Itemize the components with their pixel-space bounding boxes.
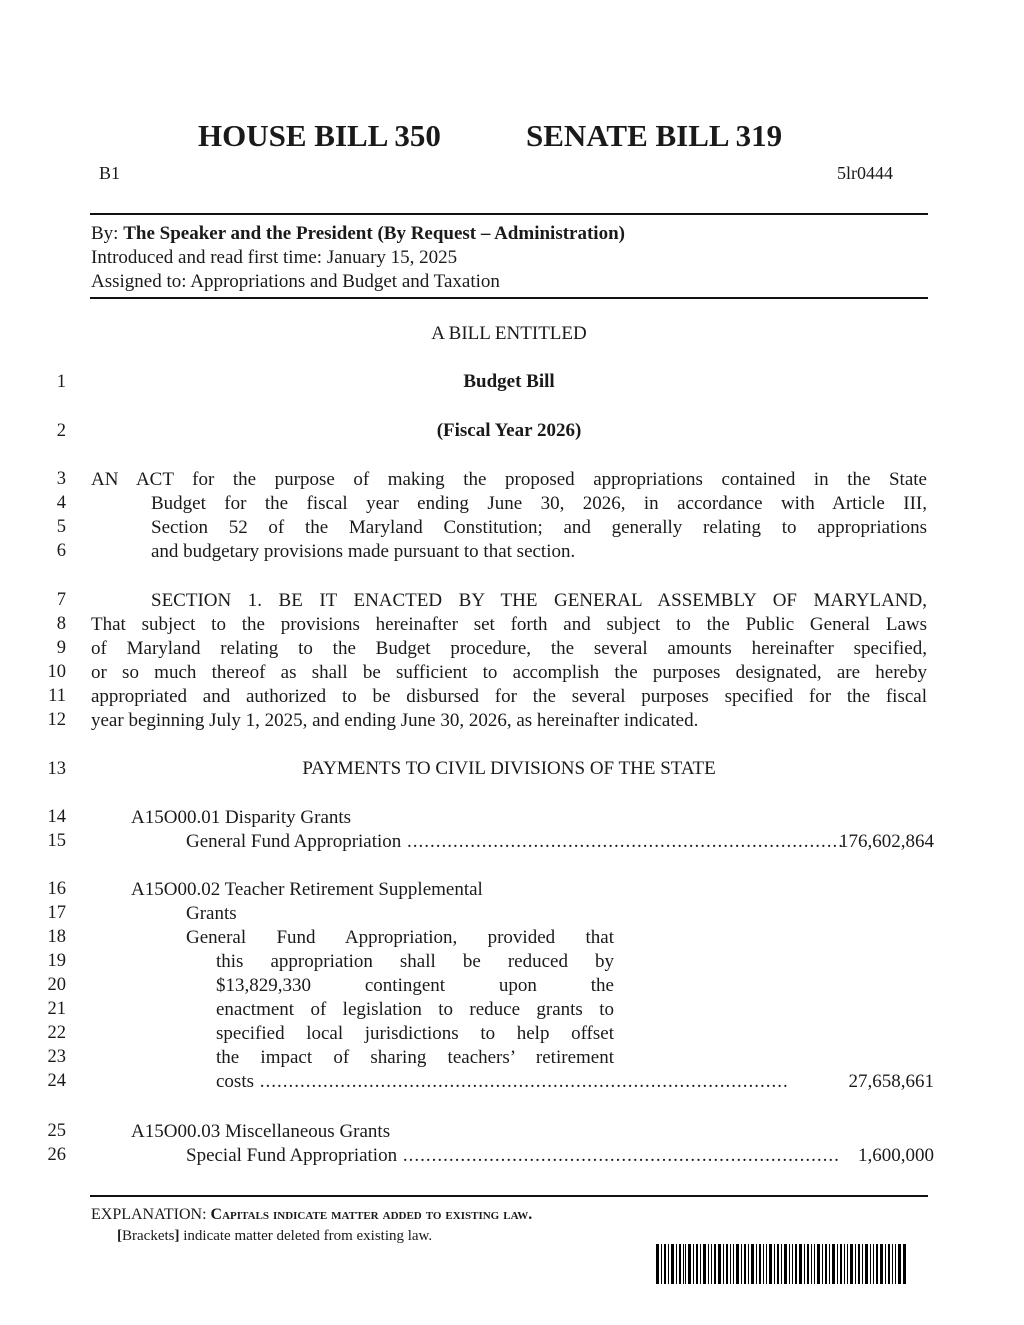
sponsor-name: The Speaker and the President (By Request – Administration) <box>123 223 625 244</box>
bill-entitled-heading: A BILL ENTITLED <box>431 323 587 344</box>
paragraph-line: year beginning July 1, 2025, and ending June 30, 2026, as hereinafter indicated. <box>91 710 699 731</box>
bill-code-right: 5lr0444 <box>837 163 893 183</box>
line-number: 21 <box>47 999 66 1019</box>
line-number: 19 <box>47 951 66 971</box>
fund-label: General Fund Appropriation <box>186 831 402 852</box>
fiscal-year-subtitle: (Fiscal Year 2026) <box>436 420 582 441</box>
line-number: 20 <box>47 975 66 995</box>
bill-code-left: B1 <box>99 163 121 183</box>
appropriation-amount: 176,602,864 <box>839 831 934 852</box>
proviso-end: costs <box>216 1071 254 1092</box>
proviso-line: the impact of sharing teachers’ retirement <box>216 1047 614 1068</box>
house-bill-number: HOUSE BILL 350 <box>198 118 441 153</box>
footer-rule <box>90 1195 928 1197</box>
line-number: 22 <box>47 1023 66 1043</box>
proviso-line: specified local jurisdictions to help offset <box>216 1023 614 1044</box>
budget-item-title-cont: Grants <box>186 903 237 924</box>
introduced-line: Introduced and read first time: January 15, 2025 <box>91 247 458 268</box>
line-number: 2 <box>56 421 66 441</box>
dot-leader: ............................................................................ <box>397 1145 840 1166</box>
line-number: 24 <box>47 1071 66 1091</box>
proviso-last-line <box>186 1070 789 1094</box>
line-number: 3 <box>56 469 66 489</box>
header-rule-bottom <box>90 297 928 299</box>
bill-name: Budget Bill <box>463 371 555 392</box>
paragraph-line: Section 52 of the Maryland Constitution; and generally relating to appropriations <box>151 517 927 538</box>
line-number: 14 <box>47 807 66 827</box>
line-number: 8 <box>56 614 66 634</box>
by-label: By: <box>91 223 119 244</box>
explanation-line <box>91 1206 532 1224</box>
section-one-paragraph <box>91 589 927 733</box>
line-number: 5 <box>56 517 66 537</box>
paragraph-line: That subject to the provisions hereinafter set forth and subject to the Public General Laws <box>91 614 927 635</box>
budget-item-title: A15O00.01 Disparity Grants <box>131 807 352 828</box>
line-number: 1 <box>56 372 66 392</box>
payments-heading: PAYMENTS TO CIVIL DIVISIONS OF THE STATE <box>302 758 716 779</box>
budget-item-title: A15O00.02 Teacher Retirement Supplemental <box>131 879 483 900</box>
appropriation-label-row <box>186 1144 840 1168</box>
line-number: 10 <box>47 662 66 682</box>
fund-label: Special Fund Appropriation <box>186 1145 398 1166</box>
proviso-line: $13,829,330 contingent upon the <box>216 975 614 996</box>
appropriation-label-row <box>186 830 845 854</box>
line-number: 12 <box>47 710 66 730</box>
line-number: 26 <box>47 1145 66 1165</box>
line-number: 25 <box>47 1121 66 1141</box>
appropriation-line <box>186 830 845 854</box>
proviso-line: this appropriation shall be reduced by <box>216 951 614 972</box>
appropriation-line <box>186 1144 840 1168</box>
line-number: 13 <box>47 759 66 779</box>
explanation-label: EXPLANATION: <box>91 1206 207 1223</box>
paragraph-line: SECTION 1. BE IT ENACTED BY THE GENERAL ASSEMBLY OF MARYLAND, <box>151 590 927 611</box>
appropriation-amount: 27,658,661 <box>848 1071 934 1092</box>
explanation-capitals: Capitals indicate matter added to existing law. <box>210 1206 533 1223</box>
line-number: 18 <box>47 927 66 947</box>
paragraph-line: Budget for the fiscal year ending June 30, 2026, in accordance with Article III, <box>151 493 927 514</box>
line-number: 16 <box>47 879 66 899</box>
bracket-open: [ <box>117 1228 122 1244</box>
paragraph-line: and budgetary provisions made pursuant to that section. <box>151 541 576 562</box>
line-number: 15 <box>47 831 66 851</box>
header-rule-top <box>90 213 928 215</box>
bracket-explanation: indicate matter deleted from existing law. <box>179 1228 433 1244</box>
bracket-word: Brackets <box>122 1228 175 1244</box>
line-number: 9 <box>56 638 66 658</box>
assigned-line: Assigned to: Appropriations and Budget and Taxation <box>91 271 500 292</box>
appropriation-amount: 1,600,000 <box>858 1145 934 1166</box>
paragraph-line: appropriated and authorized to be disbursed for the several purposes specified for the fiscal <box>91 686 927 707</box>
appropriation-proviso <box>186 926 789 1094</box>
budget-item-title: A15O00.03 Miscellaneous Grants <box>131 1121 391 1142</box>
bracket-close: ] <box>174 1228 180 1244</box>
purpose-paragraph <box>91 468 927 564</box>
senate-bill-number: SENATE BILL 319 <box>526 118 783 153</box>
dot-leader: ............................................................................ <box>401 831 845 852</box>
paragraph-line: or so much thereof as shall be sufficient to accomplish the purposes designated, are hereby <box>91 662 927 683</box>
explanation-brackets-line <box>117 1228 432 1245</box>
line-number: 7 <box>56 590 66 610</box>
line-number: 4 <box>56 493 66 513</box>
line-number: 6 <box>56 541 66 561</box>
line-number: 23 <box>47 1047 66 1067</box>
line-number: 17 <box>47 903 66 923</box>
paragraph-line: of Maryland relating to the Budget procedure, the several amounts hereinafter specified, <box>91 638 927 659</box>
paragraph-line: AN ACT for the purpose of making the proposed appropriations contained in the State <box>91 469 927 490</box>
dot-leader: ............................................................................................ <box>254 1071 789 1092</box>
proviso-line: enactment of legislation to reduce grants to <box>216 999 614 1020</box>
proviso-line: General Fund Appropriation, provided that <box>186 927 614 948</box>
barcode-image <box>656 1244 906 1284</box>
sponsor-line <box>91 222 625 246</box>
line-number: 11 <box>48 686 66 706</box>
